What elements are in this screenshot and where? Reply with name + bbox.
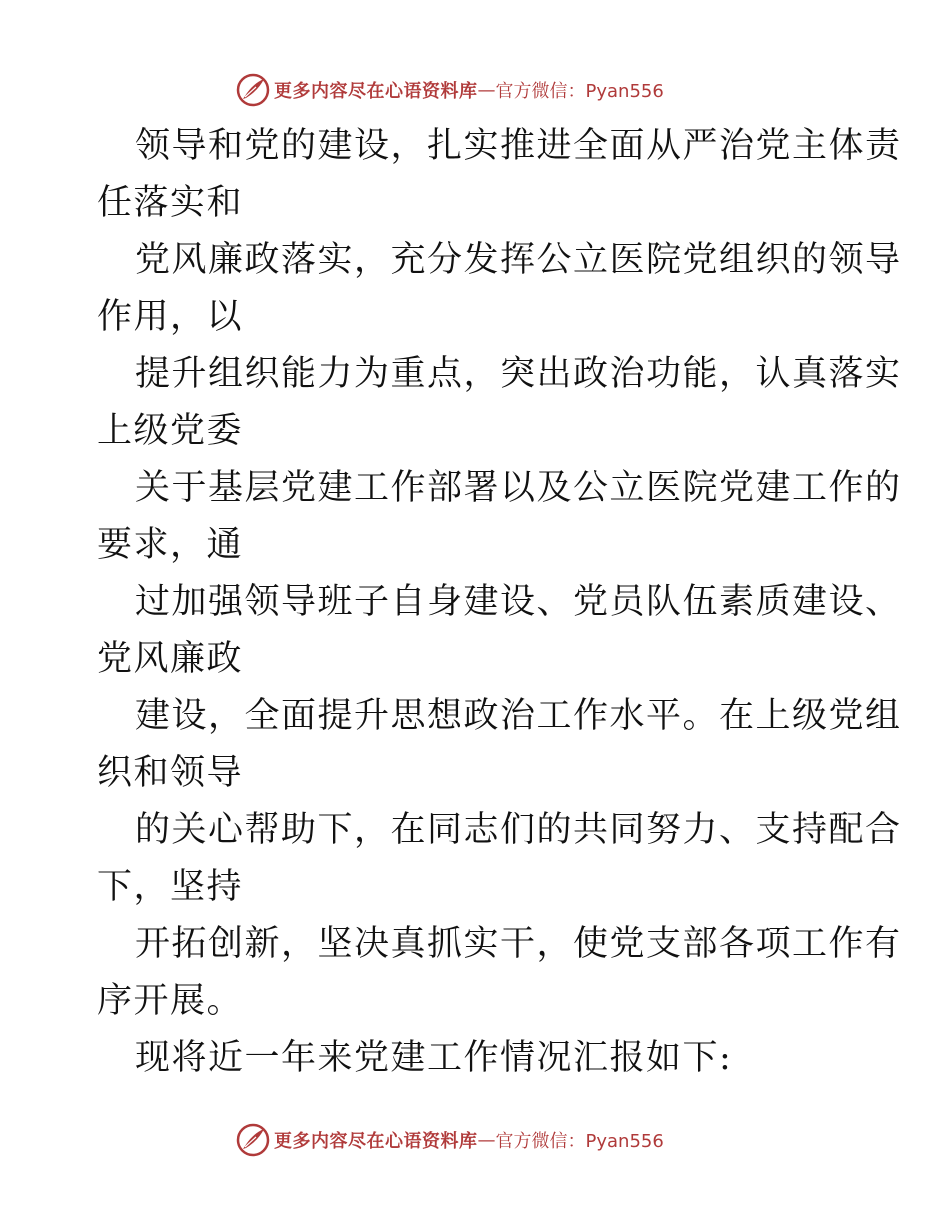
paragraph-line: 织和领导 [97, 753, 244, 793]
header-watermark-banner [236, 72, 664, 108]
paragraph-line: 建设，全面提升思想政治工作水平。在上级党组 [135, 696, 902, 736]
paragraph-line: 党风廉政落实，充分发挥公立医院党组织的领导 [135, 240, 902, 280]
quill-logo-icon [236, 1123, 270, 1157]
footer-watermark-banner [236, 1122, 664, 1158]
paragraph [97, 916, 902, 1030]
paragraph [97, 574, 902, 688]
paragraph-line: 过加强领导班子自身建设、党员队伍素质建设、 [135, 582, 902, 622]
paragraph [97, 1030, 857, 1087]
paragraph-line: 上级党委 [97, 411, 244, 451]
paragraph-line: 关于基层党建工作部署以及公立医院党建工作的 [135, 468, 902, 508]
paragraph [97, 802, 902, 916]
paragraph [97, 346, 902, 460]
footer-banner-text: 更多内容尽在心语资料库 [274, 1131, 478, 1152]
paragraph-line: 现将近一年来党建工作情况汇报如下: [135, 1038, 733, 1078]
footer-banner-separator: — [477, 1129, 496, 1151]
paragraph-line: 领导和党的建设，扎实推进全面从严治党主体责 [135, 126, 902, 166]
paragraph-line: 作用，以 [97, 297, 244, 337]
paragraph-line: 要求，通 [97, 525, 244, 565]
header-banner-separator: — [477, 79, 496, 101]
paragraph [97, 460, 902, 574]
paragraph-line: 任落实和 [97, 183, 244, 223]
footer-banner-wechat: 官方微信：Pyan556 [495, 1131, 664, 1152]
paragraph [97, 688, 902, 802]
quill-logo-icon [236, 73, 270, 107]
header-banner-wechat: 官方微信：Pyan556 [495, 81, 664, 102]
paragraph-line: 的关心帮助下，在同志们的共同努力、支持配合 [135, 810, 902, 850]
document-body [97, 118, 902, 1087]
paragraph-line: 提升组织能力为重点，突出政治功能，认真落实 [135, 354, 902, 394]
paragraph [97, 232, 902, 346]
paragraph-line: 下，坚持 [97, 867, 244, 907]
paragraph [97, 118, 902, 232]
paragraph-line: 开拓创新，坚决真抓实干，使党支部各项工作有 [135, 924, 902, 964]
paragraph-line: 党风廉政 [97, 639, 244, 679]
header-banner-text: 更多内容尽在心语资料库 [274, 81, 478, 102]
paragraph-line: 序开展。 [97, 981, 244, 1021]
